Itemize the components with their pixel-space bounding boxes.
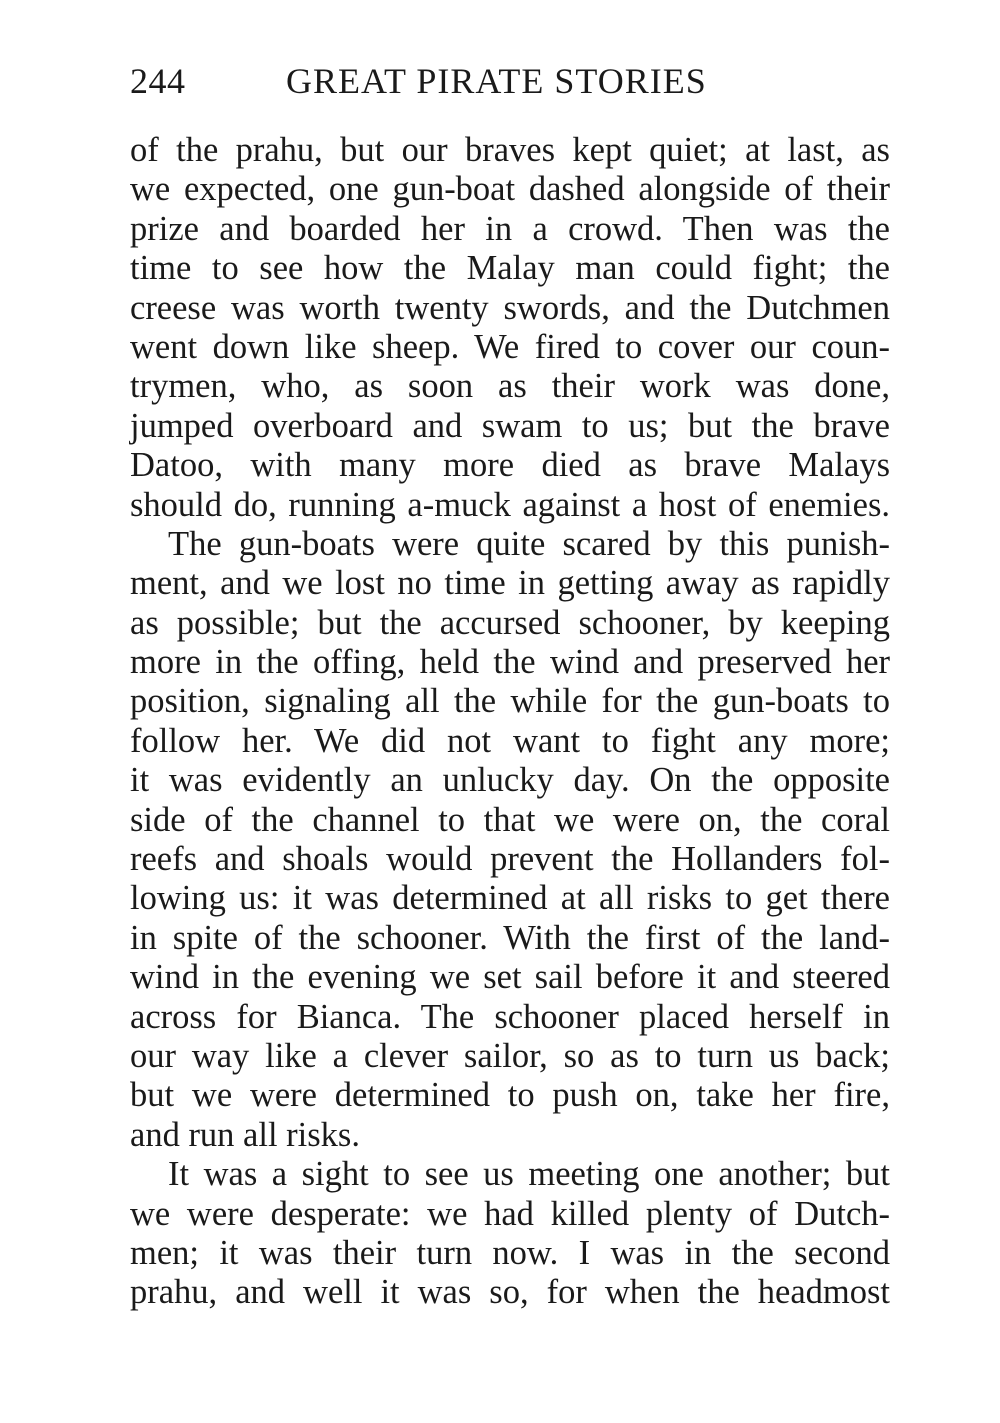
text-line: our way like a clever sailor, so as to turn us back; bbox=[130, 1036, 890, 1075]
text-line: Datoo, with many more died as brave Malays bbox=[130, 446, 890, 485]
text-line: It was a sight to see us meeting one another; but bbox=[168, 1155, 890, 1194]
text-line: it was evidently an unlucky day. On the opposite bbox=[130, 761, 890, 800]
text-line: creese was worth twenty swords, and the Dutchmen bbox=[130, 288, 890, 327]
paragraph-2 bbox=[130, 525, 890, 1155]
text-line: follow her. We did not want to fight any more; bbox=[130, 721, 890, 760]
text-line: prize and boarded her in a crowd. Then was the bbox=[130, 209, 890, 248]
text-line: lowing us: it was determined at all risks to get there bbox=[130, 879, 890, 918]
body-text bbox=[130, 131, 890, 1313]
text-line: we expected, one gun-boat dashed alongside of their bbox=[130, 170, 890, 209]
book-title: GREAT PIRATE STORIES bbox=[286, 61, 707, 101]
text-line: reefs and shoals would prevent the Hollanders fol- bbox=[130, 840, 890, 879]
text-line: trymen, who, as soon as their work was done, bbox=[130, 367, 890, 406]
text-line: more in the offing, held the wind and preserved her bbox=[130, 643, 890, 682]
running-head bbox=[130, 56, 890, 106]
text-line: ment, and we lost no time in getting away as rapidly bbox=[130, 564, 890, 603]
paragraph-3 bbox=[130, 1155, 890, 1313]
text-line: men; it was their turn now. I was in the second bbox=[130, 1233, 890, 1272]
text-line: position, signaling all the while for the gun-boats to bbox=[130, 682, 890, 721]
text-line: but we were determined to push on, take her fire, bbox=[130, 1076, 890, 1115]
text-line: jumped overboard and swam to us; but the brave bbox=[130, 406, 890, 445]
text-line: should do, running a-muck against a host of enemies. bbox=[130, 485, 890, 524]
text-line: prahu, and well it was so, for when the headmost bbox=[130, 1273, 890, 1312]
paragraph-1 bbox=[130, 131, 890, 525]
page-number: 244 bbox=[130, 61, 186, 101]
text-line: as possible; but the accursed schooner, by keeping bbox=[130, 603, 890, 642]
text-line: The gun-boats were quite scared by this punish- bbox=[168, 524, 890, 563]
text-line: in spite of the schooner. With the first of the land- bbox=[130, 918, 890, 957]
text-line: we were desperate: we had killed plenty of Dutch- bbox=[130, 1194, 890, 1233]
text-line: time to see how the Malay man could fight; the bbox=[130, 249, 890, 288]
text-line: and run all risks. bbox=[130, 1115, 360, 1154]
text-line: across for Bianca. The schooner placed herself in bbox=[130, 997, 890, 1036]
text-line: went down like sheep. We fired to cover our coun- bbox=[130, 327, 890, 366]
text-line: of the prahu, but our braves kept quiet; at last, as bbox=[130, 131, 890, 169]
text-line: side of the channel to that we were on, the coral bbox=[130, 800, 890, 839]
text-line: wind in the evening we set sail before it and steered bbox=[130, 958, 890, 997]
